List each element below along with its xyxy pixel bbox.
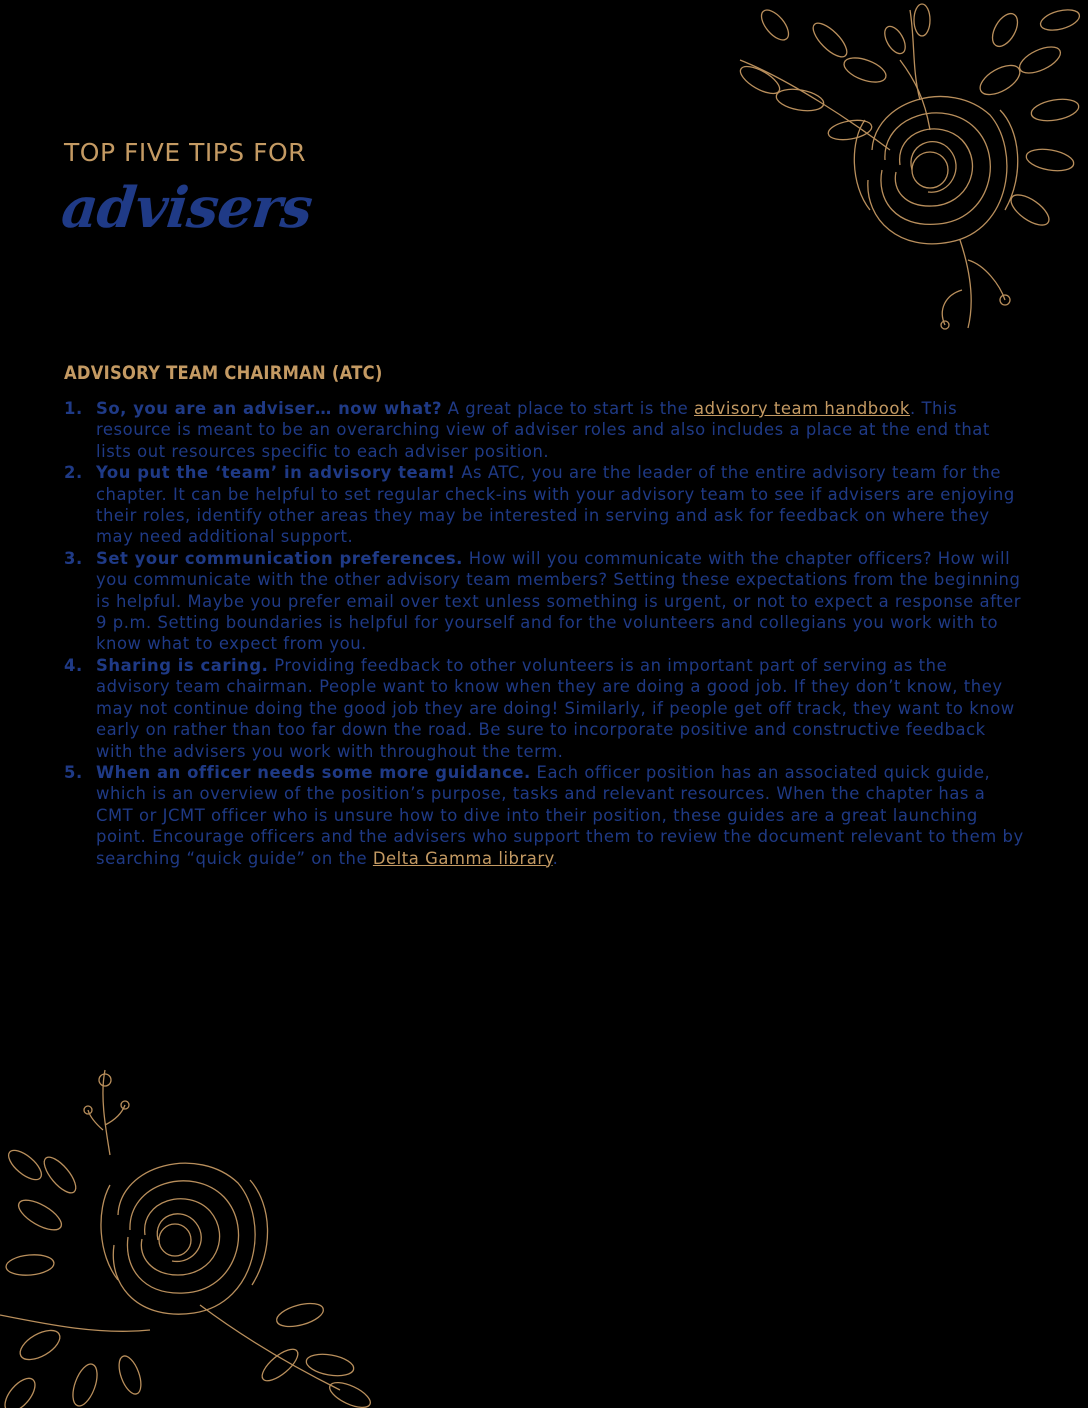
tip-lead: Sharing is caring.: [96, 655, 269, 675]
tip-text-after: . This resource is meant to be an overarching view of adviser roles and also includes a place at the end that lists out resources specific to each adviser position.: [96, 399, 990, 461]
tip-lead: So, you are an adviser… now what?: [96, 399, 443, 418]
tip-number: 2.: [64, 463, 83, 483]
section-heading: ADVISORY TEAM CHAIRMAN (ATC): [64, 362, 383, 384]
tip-item-2: [64, 462, 1026, 548]
tip-number: 3.: [64, 548, 83, 568]
tip-text: A great place to start is the: [442, 399, 695, 418]
tip-item-4: [64, 655, 1026, 762]
page-kicker: TOP FIVE TIPS FOR: [64, 138, 307, 167]
delta-gamma-library-link[interactable]: Delta Gamma library: [372, 848, 553, 868]
tip-lead: When an officer needs some more guidance.: [96, 762, 531, 782]
floral-bottom-icon: [0, 1065, 390, 1408]
advisory-team-handbook-link[interactable]: advisory team handbook: [694, 399, 910, 418]
tip-lead: Set your communication preferences.: [96, 548, 463, 568]
tip-item-3: [64, 548, 1026, 655]
page-title: advisers: [58, 175, 315, 241]
tip-text: Providing feedback to other volunteers is an important part of serving as the advisory team chairman. People want to know when they are doing a good job. If they don’t know, they may not continue doing the good job they are doing! Similarly, if people get off track, they want to know early on rather than too far down the road. Be sure to incorporate positive and constructive feedback with the advisers you work with throughout the term.: [96, 655, 1015, 761]
tip-number: 5.: [64, 762, 83, 782]
tip-item-5: [64, 762, 1026, 869]
tip-text-after: .: [552, 848, 559, 868]
tips-list: [64, 398, 1026, 869]
tip-text: As ATC, you are the leader of the entire advisory team for the chapter. It can be helpful to set regular check-ins with your advisory team to see if advisers are enjoying their roles, identify other areas they may be interested in serving and ask for feedback on where they may need additional support.: [96, 463, 1015, 547]
tip-lead: You put the ‘team’ in advisory team!: [96, 463, 456, 483]
tip-item-1: [64, 398, 1026, 462]
floral-top-icon: [700, 0, 1088, 330]
tip-number: 1.: [64, 399, 83, 418]
tip-text: How will you communicate with the chapter officers? How will you communicate with the other advisory team members? Setting these expectations from the beginning is helpful. Maybe you prefer email over text unless something is urgent, or not to expect a response after 9 p.m. Setting boundaries is helpful for yourself and for the volunteers and collegians you work with to know what to expect from you.: [96, 548, 1022, 654]
tip-text: Each officer position has an associated quick guide, which is an overview of the position’s purpose, tasks and relevant resources. When the chapter has a CMT or JCMT officer who is unsure how to dive into their position, these guides are a great launching point. Encourage officers and the advisers who support them to review the document relevant to them by searching “quick guide” on the: [96, 762, 1024, 868]
tip-number: 4.: [64, 655, 83, 675]
